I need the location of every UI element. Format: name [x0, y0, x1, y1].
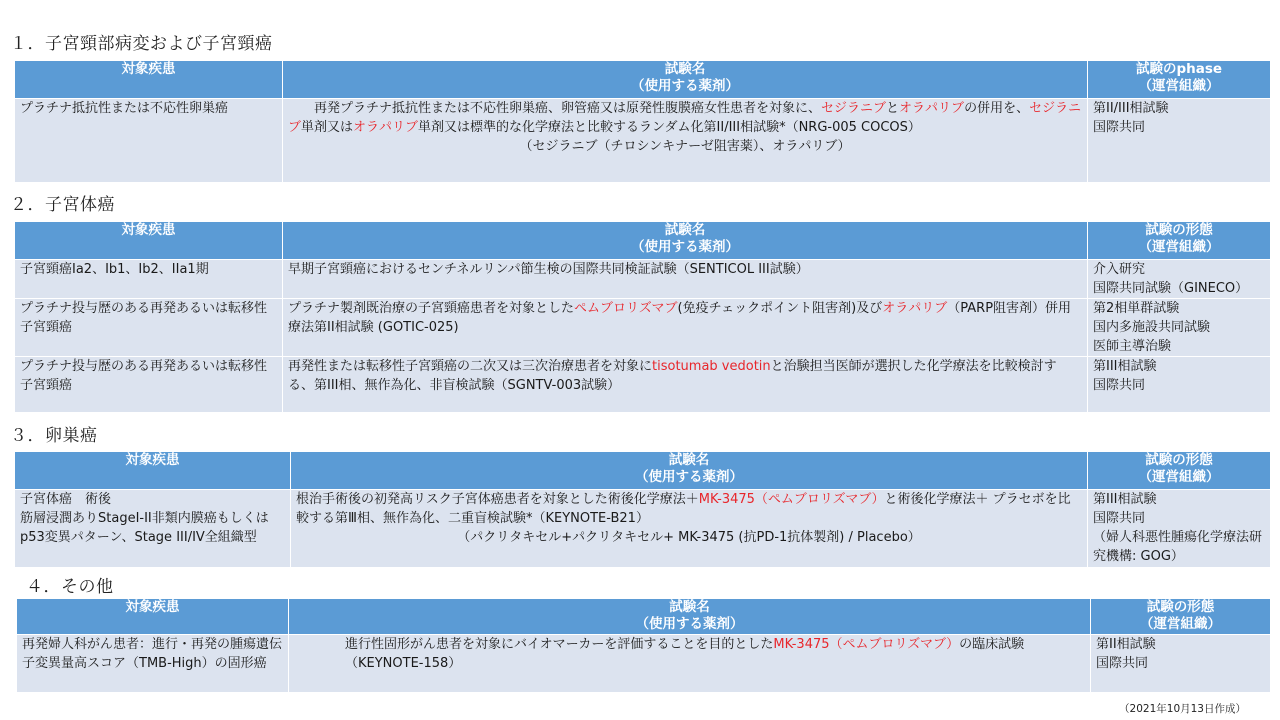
trial-text-segment: と: [886, 101, 900, 116]
header-phase: 試験の形態 （運営組織）: [1091, 599, 1271, 635]
table-header-row: [17, 599, 1271, 635]
trial-cell: [291, 490, 1088, 568]
trial-text-segment: 単剤又は標準的な化学療法と比較するランダム化第II/III相試験*（NRG-005 COCOS）: [418, 120, 921, 135]
drug-name-highlight: セジラニブ: [288, 101, 1082, 135]
trial-cell: [283, 357, 1088, 413]
table-row: [15, 490, 1271, 568]
trial-cell: [283, 99, 1088, 183]
drug-name-highlight: オラパリブ: [899, 101, 965, 116]
trial-text-segment: 再発プラチナ抵抗性または不応性卵巣癌、卵管癌又は原発性腹膜癌女性患者を対象に、: [314, 101, 822, 116]
phase-cell: 第2相単群試験 国内多施設共同試験 医師主導治験: [1088, 299, 1271, 357]
header-trial: 試験名 （使用する薬剤）: [283, 61, 1088, 99]
trial-name-text: [288, 357, 1082, 395]
trial-text-segment: の臨床試験（KEYNOTE-158）: [345, 637, 1025, 671]
section-title-1: １．子宮頸部病変および子宮頸癌: [10, 34, 273, 54]
table-row: [15, 260, 1271, 299]
disease-cell: 再発婦人科がん患者：進行・再発の腫瘍遺伝子変異量高スコア（TMB-High）の固形癌: [17, 635, 289, 693]
disease-cell: プラチナ投与歴のある再発あるいは転移性子宮頸癌: [15, 299, 283, 357]
trial-table-4: [16, 598, 1271, 693]
trial-table-3: [14, 451, 1271, 568]
trial-text-segment: の併用を、: [964, 101, 1030, 116]
trial-text-segment: 早期子宮頸癌におけるセンチネルリンパ節生検の国際共同検証試験（SENTICOL III試験）: [288, 262, 809, 277]
trial-name-text: [288, 99, 1082, 137]
disease-cell: 子宮体癌 術後 筋層浸潤ありStageI-II非類内膜癌もしくはp53変異パターン、Stage III/IV全組織型: [15, 490, 291, 568]
drug-name-highlight: セジラニブ: [821, 101, 887, 116]
drug-name-highlight: MK-3475（ペムブロリズマブ）: [773, 637, 960, 652]
header-disease: 対象疾患: [15, 222, 283, 260]
trial-text-segment: と術後化学療法＋ プラセボを比較する第Ⅲ相、無作為化、二重盲検試験*（KEYNOTE-B21）: [296, 492, 1071, 526]
disease-cell: 子宮頸癌Ia2、Ib1、Ib2、IIa1期: [15, 260, 283, 299]
section-title-2: ２．子宮体癌: [10, 195, 115, 215]
trial-text-segment: プラチナ製剤既治療の子宮頸癌患者を対象とした: [288, 301, 575, 316]
header-phase: 試験の形態 （運営組織）: [1088, 452, 1271, 490]
trial-cell: [283, 299, 1088, 357]
trial-name-text: [345, 635, 1085, 673]
header-trial: 試験名 （使用する薬剤）: [283, 222, 1088, 260]
trial-text-segment: 単剤又は: [301, 120, 354, 135]
drug-name-highlight: ペムブロリズマブ: [574, 301, 678, 316]
header-phase: 試験の形態 （運営組織）: [1088, 222, 1271, 260]
trial-text-segment: 進行性固形がん患者を対象にバイオマーカーを評価することを目的とした: [345, 637, 774, 652]
phase-cell: 第III相試験 国際共同 （婦人科悪性腫瘍化学療法研究機構: GOG）: [1088, 490, 1271, 568]
trial-cell: [289, 635, 1091, 693]
header-disease: 対象疾患: [15, 61, 283, 99]
table-header-row: [15, 61, 1271, 99]
table-header-row: [15, 452, 1271, 490]
table-header-row: [15, 222, 1271, 260]
trial-text-segment: と治験担当医師が選択した化学療法を比較検討する、第III相、無作為化、非盲検試験（SGNTV-003試験）: [288, 359, 1057, 393]
trial-text-segment: 根治手術後の初発高リスク子宮体癌患者を対象とした術後化学療法＋: [296, 492, 699, 507]
section-title-3: ３．卵巣癌: [10, 426, 98, 446]
drug-name-highlight: オラパリブ: [882, 301, 948, 316]
trial-drug-note: （パクリタキセル+パクリタキセル+ MK-3475 (抗PD-1抗体製剤) / Placebo）: [457, 530, 921, 545]
drug-name-highlight: MK-3475（ペムブロリズマブ）: [698, 492, 885, 507]
drug-name-highlight: tisotumab vedotin: [652, 359, 771, 374]
phase-cell: 介入研究 国際共同試験（GINECO）: [1088, 260, 1271, 299]
phase-cell: 第II相試験 国際共同: [1091, 635, 1271, 693]
header-trial: 試験名 （使用する薬剤）: [291, 452, 1088, 490]
creation-date-note: （2021年10月13日作成）: [1119, 703, 1246, 715]
trial-table-2: [14, 221, 1271, 413]
section-title-4: ４．その他: [26, 577, 114, 597]
phase-cell: 第III相試験 国際共同: [1088, 357, 1271, 413]
disease-cell: プラチナ投与歴のある再発あるいは転移性子宮頸癌: [15, 357, 283, 413]
trial-name-text: [288, 260, 1082, 279]
trial-cell: [283, 260, 1088, 299]
phase-cell: 第II/III相試験 国際共同: [1088, 99, 1271, 183]
disease-cell: プラチナ抵抗性または不応性卵巣癌: [15, 99, 283, 183]
drug-name-highlight: オラパリブ: [353, 120, 419, 135]
trial-drug-note: （セジラニブ（チロシンキナーゼ阻害薬）、オラパリブ）: [519, 139, 851, 154]
trial-name-text: [288, 299, 1082, 337]
header-phase: 試験のphase （運営組織）: [1088, 61, 1271, 99]
trial-text-segment: （PARP阻害剤）併用療法第II相試験 (GOTIC-025): [288, 301, 1072, 335]
table-row: [15, 99, 1271, 183]
header-trial: 試験名 （使用する薬剤）: [289, 599, 1091, 635]
trial-name-text: [296, 490, 1082, 528]
table-row: [17, 635, 1271, 693]
header-disease: 対象疾患: [15, 452, 291, 490]
trial-table-1: [14, 60, 1271, 183]
table-row: [15, 299, 1271, 357]
trial-text-segment: (免疫チェックポイント阻害剤)及び: [677, 301, 883, 316]
table-row: [15, 357, 1271, 413]
trial-text-segment: 再発性または転移性子宮頸癌の二次又は三次治療患者を対象に: [288, 359, 653, 374]
header-disease: 対象疾患: [17, 599, 289, 635]
